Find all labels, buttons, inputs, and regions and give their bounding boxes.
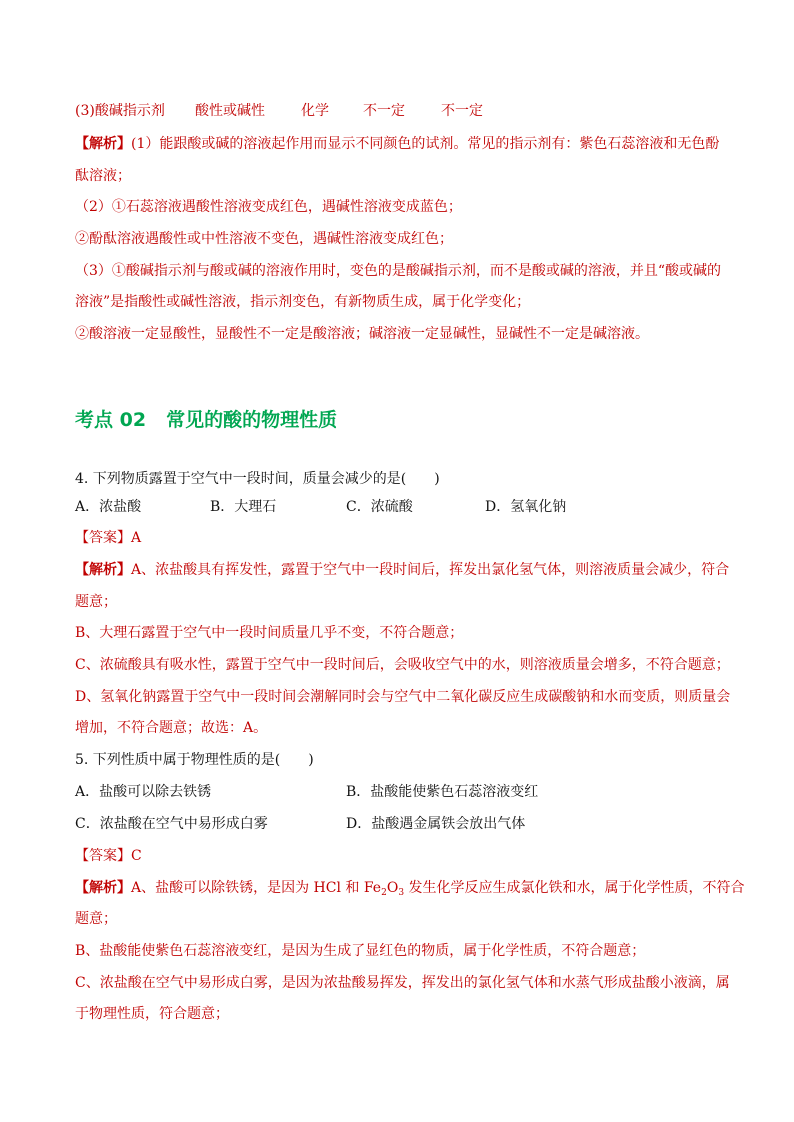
q5-analysis-line: B、盐酸能使紫色石蕊溶液变红，是因为生成了显红色的物质，属于化学性质，不符合题意；: [75, 943, 646, 959]
q4-analysis-line: 题意；: [75, 594, 117, 610]
q4-analysis-line: 【解析】A、浓盐酸具有挥发性，露置于空气中一段时间后，挥发出氯化氢气体，则溶液质量会减少，符合: [75, 562, 730, 578]
section-title: 常见的酸的物理性质: [166, 409, 338, 431]
q4-option-a: A．浓盐酸: [75, 499, 142, 515]
analysis-prefix: 【解析】: [75, 880, 131, 896]
q5-answer: 【答案】C: [75, 848, 142, 864]
q4-analysis-line: D、氢氧化钠露置于空气中一段时间会潮解同时会与空气中二氧化碳反应生成碳酸钠和水而变质，则质量会: [75, 689, 731, 705]
q3-answer-label: (3)酸碱指示剂: [75, 103, 165, 119]
q5-option-b: B．盐酸能使紫色石蕊溶液变红: [346, 784, 539, 800]
q4-answer: 【答案】A: [75, 530, 142, 546]
q4-analysis-line: B、大理石露置于空气中一段时间质量几乎不变，不符合题意；: [75, 625, 464, 641]
q5-analysis-line: 题意；: [75, 911, 117, 927]
q3-analysis-line: ②酸溶液一定显酸性，显酸性不一定是酸溶液；碱溶液一定显碱性，显碱性不一定是碱溶液。: [75, 326, 649, 342]
q5-option-a: A．盐酸可以除去铁锈: [75, 784, 212, 800]
q4-option-b: B．大理石: [210, 499, 277, 515]
q3-answer-item: 不一定: [363, 103, 405, 119]
analysis-prefix: 【解析】: [75, 136, 131, 152]
analysis-prefix: 【解析】: [75, 562, 131, 578]
q5-option-d: D．盐酸遇金属铁会放出气体: [346, 816, 526, 832]
q5-analysis-line: 【解析】A、盐酸可以除铁锈，是因为 HCl 和 $Fe_2O_3$ 发生化学反应生成氯化铁和水，属于化学性质，不符合: [75, 880, 745, 898]
q4-analysis-line: 增加，不符合题意；故选：A。: [75, 720, 268, 736]
q3-analysis-line: 【解析】(1）能跟酸或碱的溶液起作用而显示不同颜色的试剂。常见的指示剂有：紫色石蕊溶液和无色酚: [75, 136, 720, 152]
subscript: 2: [381, 888, 387, 898]
section-heading: [75, 405, 337, 432]
q4-stem: 4. 下列物质露置于空气中一段时间，质量会减少的是( ): [75, 471, 440, 487]
section-number: 考点 02: [75, 409, 147, 431]
q4-option-d: D．氢氧化钠: [485, 499, 567, 515]
q3-answer-item: 不一定: [441, 103, 483, 119]
q3-analysis-line: ②酚酞溶液遇酸性或中性溶液不变色，遇碱性溶液变成红色；: [75, 231, 453, 247]
q4-option-c: C．浓硫酸: [346, 499, 413, 515]
q5-analysis-line: C、浓盐酸在空气中易形成白雾，是因为浓盐酸易挥发，挥发出的氯化氢气体和水蒸气形成盐酸小液滴，属: [75, 975, 730, 991]
q5-stem: 5. 下列性质中属于物理性质的是( ): [75, 752, 314, 768]
q5-option-c: C．浓盐酸在空气中易形成白雾: [75, 816, 268, 832]
q3-analysis-line: （3）①酸碱指示剂与酸或碱的溶液作用时，变色的是酸碱指示剂，而不是酸或碱的溶液，并且“酸或碱的: [75, 263, 722, 279]
q3-analysis-line: 酞溶液；: [75, 168, 131, 184]
q4-analysis-line: C、浓硫酸具有吸水性，露置于空气中一段时间后，会吸收空气中的水，则溶液质量会增多，不符合题意；: [75, 657, 730, 673]
q3-answer-item: 化学: [301, 103, 329, 119]
q3-answer-item: 酸性或碱性: [195, 103, 265, 119]
q5-analysis-line: 于物理性质，符合题意；: [75, 1006, 229, 1022]
q3-analysis-line: （2）①石蕊溶液遇酸性溶液变成红色，遇碱性溶液变成蓝色；: [75, 199, 462, 215]
subscript: 3: [398, 888, 405, 898]
q3-analysis-line: 溶液”是指酸性或碱性溶液，指示剂变色，有新物质生成，属于化学变化；: [75, 294, 531, 310]
